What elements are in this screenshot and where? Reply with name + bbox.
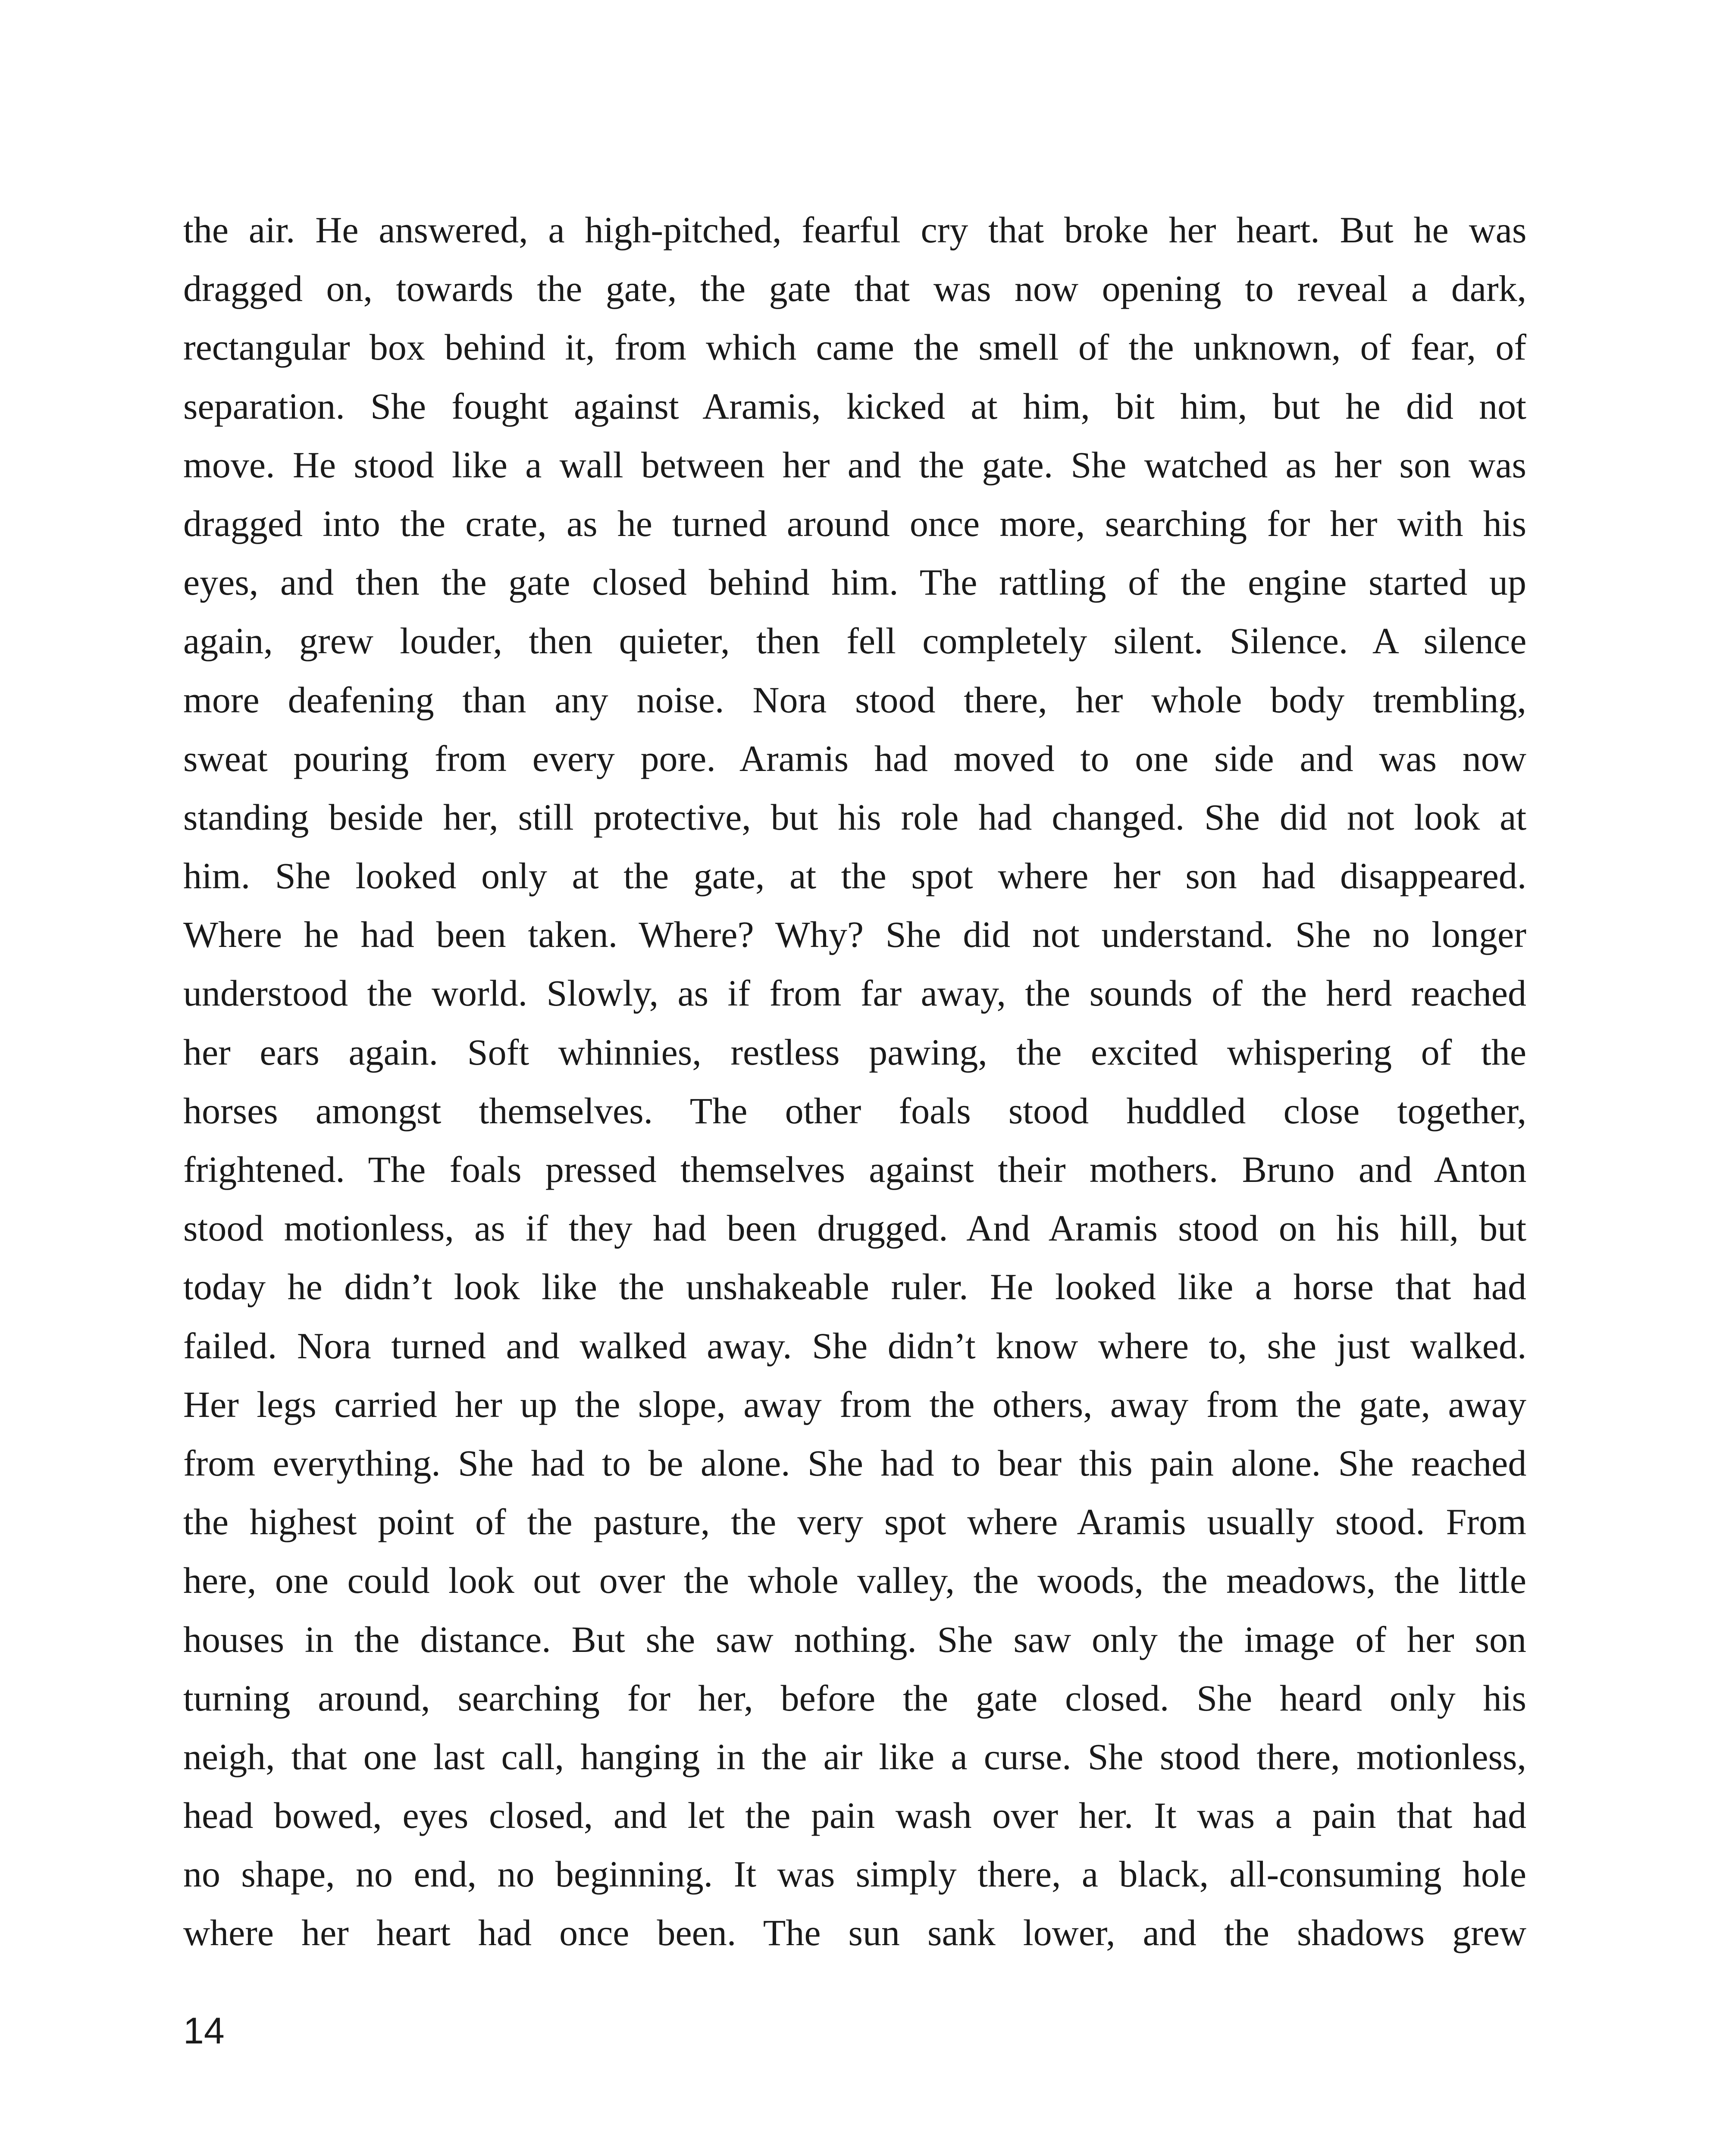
text-line: her ears again. Soft whinnies, restless pawing, the excited whispering of the <box>183 1031 1526 1073</box>
text-line: eyes, and then the gate closed behind him. The rattling of the engine started up <box>183 561 1526 603</box>
text-line: Where he had been taken. Where? Why? She did not understand. She no longer <box>183 914 1526 956</box>
text-line: again, grew louder, then quieter, then fell completely silent. Silence. A silence <box>183 620 1527 662</box>
text-line: the air. He answered, a high-pitched, fearful cry that broke her heart. But he was <box>183 209 1527 251</box>
text-line: sweat pouring from every pore. Aramis had moved to one side and was now <box>183 737 1526 779</box>
text-line: rectangular box behind it, from which came the smell of the unknown, of fear, of <box>183 326 1526 368</box>
text-line: standing beside her, still protective, but his role had changed. She did not look at <box>183 796 1527 838</box>
text-line: from everything. She had to be alone. She had to bear this pain alone. She reached <box>183 1442 1527 1484</box>
text-line: no shape, no end, no beginning. It was simply there, a black, all-consuming hole <box>183 1853 1526 1895</box>
text-line: separation. She fought against Aramis, kicked at him, bit him, but he did not <box>183 385 1526 427</box>
text-line: more deafening than any noise. Nora stood there, her whole body trembling, <box>183 679 1527 721</box>
text-line: head bowed, eyes closed, and let the pain wash over her. It was a pain that had <box>183 1795 1527 1836</box>
text-line: understood the world. Slowly, as if from far away, the sounds of the herd reached <box>183 972 1526 1014</box>
text-line: neigh, that one last call, hanging in the air like a curse. She stood there, motionless, <box>183 1736 1526 1777</box>
text-line: today he didn’t look like the unshakeable ruler. He looked like a horse that had <box>183 1266 1527 1308</box>
text-line: him. She looked only at the gate, at the spot where her son had disappeared. <box>183 855 1527 897</box>
page-number: 14 <box>183 2010 225 2052</box>
text-line: turning around, searching for her, before the gate closed. She heard only his <box>183 1677 1526 1719</box>
text-line: houses in the distance. But she saw nothing. She saw only the image of her son <box>183 1618 1526 1660</box>
text-line: here, one could look out over the whole valley, the woods, the meadows, the little <box>183 1560 1526 1601</box>
text-line: stood motionless, as if they had been drugged. And Aramis stood on his hill, but <box>183 1207 1527 1249</box>
text-line: frightened. The foals pressed themselves against their mothers. Bruno and Anton <box>183 1149 1527 1190</box>
text-line: horses amongst themselves. The other foals stood huddled close together, <box>183 1090 1527 1131</box>
text-line: move. He stood like a wall between her and the gate. She watched as her son was <box>183 444 1526 486</box>
text-line: dragged into the crate, as he turned around once more, searching for her with his <box>183 502 1527 544</box>
text-line: the highest point of the pasture, the very spot where Aramis usually stood. From <box>183 1501 1526 1543</box>
text-line: dragged on, towards the gate, the gate that was now opening to reveal a dark, <box>183 268 1527 310</box>
text-line: where her heart had once been. The sun sank lower, and the shadows grew <box>183 1912 1527 1954</box>
body-paragraph <box>183 201 1526 1962</box>
text-line: failed. Nora turned and walked away. She didn’t know where to, she just walked. <box>183 1325 1527 1366</box>
text-line: Her legs carried her up the slope, away from the others, away from the gate, away <box>183 1383 1526 1425</box>
